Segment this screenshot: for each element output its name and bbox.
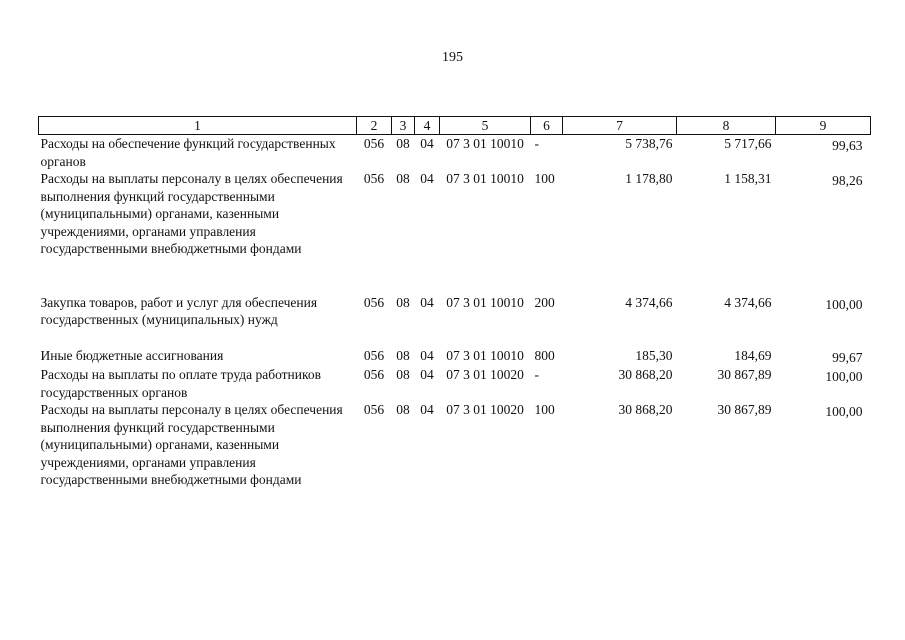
column-header-6: 6 — [531, 117, 563, 135]
row-code-4: 04 — [420, 347, 434, 363]
table-row — [39, 294, 871, 347]
row-value-9: 100,00 — [825, 404, 863, 419]
row-value-8: 4 374,66 — [724, 294, 772, 310]
row-code-3: 08 — [396, 171, 410, 186]
row-code-3: 08 — [396, 294, 410, 310]
column-header-5: 5 — [440, 117, 531, 135]
row-code-6: - — [534, 367, 539, 382]
row-value-7: 185,30 — [635, 347, 673, 363]
row-code-5: 07 3 01 10010 — [446, 171, 524, 186]
budget-table — [38, 116, 871, 489]
row-name: Расходы на выплаты по оплате труда работников государственных органов — [40, 367, 321, 400]
column-header-8: 8 — [677, 117, 776, 135]
row-code-6: 100 — [534, 402, 555, 417]
row-code-5: 07 3 01 10010 — [446, 136, 524, 151]
row-value-9: 99,67 — [832, 349, 863, 365]
row-name: Расходы на выплаты персоналу в целях обеспечения выполнения функций государственными (муниципальными) органами, казенными учреждениями, органами управления государственными внебюджетными фондами — [40, 402, 343, 487]
row-value-8: 1 158,31 — [724, 171, 772, 186]
table-header-row — [39, 117, 871, 135]
row-value-8: 184,69 — [734, 347, 772, 363]
row-code-2: 056 — [363, 171, 385, 186]
row-code-2: 056 — [363, 294, 385, 310]
row-code-6: 800 — [534, 347, 555, 363]
row-code-6: 200 — [534, 294, 555, 310]
table-row — [39, 401, 871, 489]
table-row — [39, 347, 871, 367]
row-value-9: 99,63 — [832, 138, 863, 153]
row-code-6: - — [534, 136, 539, 151]
row-value-8: 30 867,89 — [717, 402, 772, 417]
table-row — [39, 135, 871, 171]
column-header-9: 9 — [776, 117, 871, 135]
table-row — [39, 366, 871, 401]
column-header-7: 7 — [563, 117, 677, 135]
column-header-3: 3 — [392, 117, 415, 135]
row-name: Закупка товаров, работ и услуг для обеспечения государственных (муниципальных) нужд — [40, 294, 318, 327]
row-code-4: 04 — [420, 136, 434, 151]
row-value-8: 30 867,89 — [717, 367, 772, 382]
row-code-2: 056 — [363, 136, 385, 151]
row-code-6: 100 — [534, 171, 555, 186]
row-code-3: 08 — [396, 347, 410, 363]
row-value-7: 30 868,20 — [618, 367, 673, 382]
row-value-8: 5 717,66 — [724, 136, 772, 151]
row-name: Расходы на выплаты персоналу в целях обеспечения выполнения функций государственными (муниципальными) органами, казенными учреждениями, органами управления государственными внебюджетными фондами — [40, 171, 343, 256]
row-value-9: 100,00 — [825, 296, 863, 312]
row-code-2: 056 — [363, 367, 385, 382]
column-header-2: 2 — [357, 117, 392, 135]
row-code-2: 056 — [363, 347, 385, 363]
column-header-1: 1 — [39, 117, 357, 135]
row-code-5: 07 3 01 10020 — [446, 402, 524, 417]
column-header-4: 4 — [415, 117, 440, 135]
row-code-2: 056 — [363, 402, 385, 417]
row-code-5: 07 3 01 10010 — [446, 294, 524, 310]
row-value-9: 98,26 — [832, 173, 863, 188]
row-value-9: 100,00 — [825, 369, 863, 384]
row-code-4: 04 — [420, 367, 434, 382]
row-name: Иные бюджетные ассигнования — [40, 347, 224, 363]
row-value-7: 5 738,76 — [625, 136, 673, 151]
page-number: 195 — [442, 50, 463, 65]
row-code-3: 08 — [396, 402, 410, 417]
row-code-5: 07 3 01 10010 — [446, 347, 524, 363]
row-code-4: 04 — [420, 402, 434, 417]
row-code-3: 08 — [396, 367, 410, 382]
row-name: Расходы на обеспечение функций государственных органов — [40, 136, 336, 169]
table-row — [39, 170, 871, 294]
row-code-4: 04 — [420, 171, 434, 186]
row-value-7: 4 374,66 — [625, 294, 673, 310]
row-value-7: 30 868,20 — [618, 402, 673, 417]
row-code-5: 07 3 01 10020 — [446, 367, 524, 382]
row-value-7: 1 178,80 — [625, 171, 673, 186]
row-code-3: 08 — [396, 136, 410, 151]
row-code-4: 04 — [420, 294, 434, 310]
